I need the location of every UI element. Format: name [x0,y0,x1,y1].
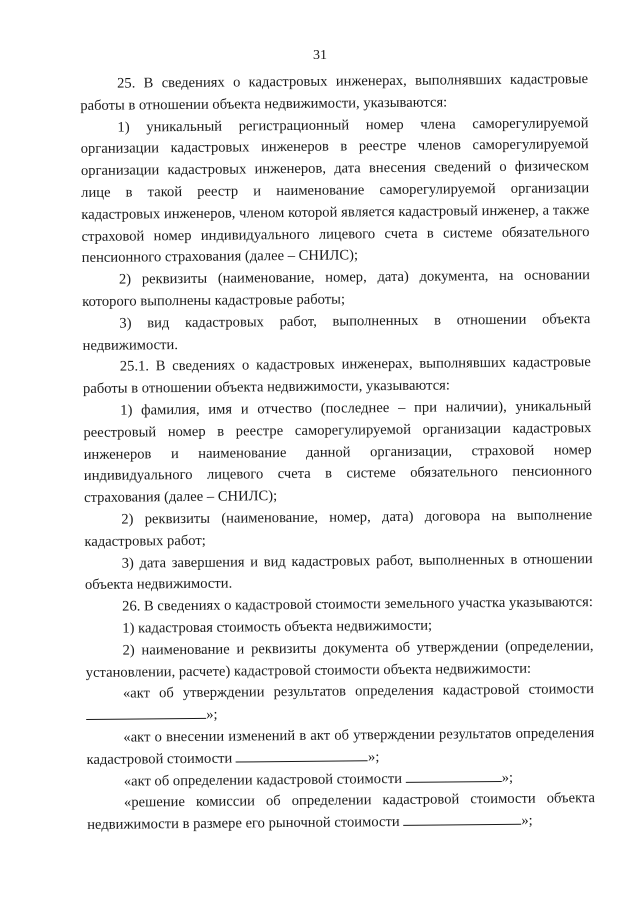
quote-close: »; [501,769,514,786]
paragraph-26-item-2: 2) наименование и реквизиты документа об утверждении (определении, установлении, расчете) кадастровой стоимости объекта недвижимости: [85,637,594,681]
blank-line [86,706,206,720]
quote-act-amendment-text: «акт о внесении изменений в акт об утверждении результатов определения кадастровой стоимости [86,724,595,768]
quote-close: »; [521,812,533,829]
quote-commission-decision [87,788,595,836]
paragraph-25-item-2: 2) реквизиты (наименование, номер, дата) документа, на основании которого выполнены кадастровые работы; [82,267,591,310]
paragraph-25-1-item-1: 1) фамилия, имя и отчество (последнее – при наличии), уникальный реестровый номер в реестре саморегулируемой организации кадастровых инженеров и наименование данной организации, страховой номер индивидуального лицевого счета в системе обязательного пенсионного страхования (далее – СНИЛС); [83,398,592,507]
quote-close: »; [206,706,218,723]
paragraph-25-item-1: 1) уникальный регистрационный номер члена саморегулируемой организации кадастровых инженеров в реестре членов саморегулируемой организации кадастровых инженеров, дата внесения сведений о физическом лице в такой реестр и наименование саморегулируемой организации кадастровых инженеров, членом которой является кадастровый инженер, а также страховой номер индивидуального лицевого счета в системе обязательного пенсионного страхования (далее – СНИЛС); [80,114,590,267]
quote-commission-decision-text: «решение комиссии об определении кадастровой стоимости объекта недвижимости в размере его рыночной стоимости [87,790,596,834]
document-body [80,69,595,837]
quote-act-approval-text: «акт об утверждении результатов определения кадастровой стоимости [122,681,595,702]
paragraph-25-item-3: 3) вид кадастровых работ, выполненных в отношении объекта недвижимости. [82,310,591,354]
blank-line [236,748,368,762]
paragraph-25-1-item-3: 3) дата завершения и вид кадастровых работ, выполненных в отношении объекта недвижимости. [84,550,593,594]
page-number: 31 [313,48,327,63]
quote-act-approval [86,679,594,727]
paragraph-25-1: 25.1. В сведениях о кадастровых инженерах, выполнявших кадастровые работы в отношении объекта недвижимости, указываются: [82,354,591,398]
paragraph-26-item-1: 1) кадастровая стоимость объекта недвижимости; [122,617,433,637]
paragraph-26: 26. В сведениях о кадастровой стоимости земельного участка указываются: [122,594,593,615]
quote-act-amendment [86,723,594,771]
paragraph-25-1-item-2: 2) реквизиты (наименование, номер, дата) договора на выполнение кадастровых работ; [84,507,593,550]
blank-line [406,768,502,782]
blank-line [403,812,521,826]
quote-close: »; [367,748,380,765]
quote-act-determination-text: «акт об определении кадастровой стоимости [123,770,403,790]
paragraph-25: 25. В сведениях о кадастровых инженерах, выполнявших кадастровые работы в отношении объекта недвижимости, указываются: [80,71,589,114]
